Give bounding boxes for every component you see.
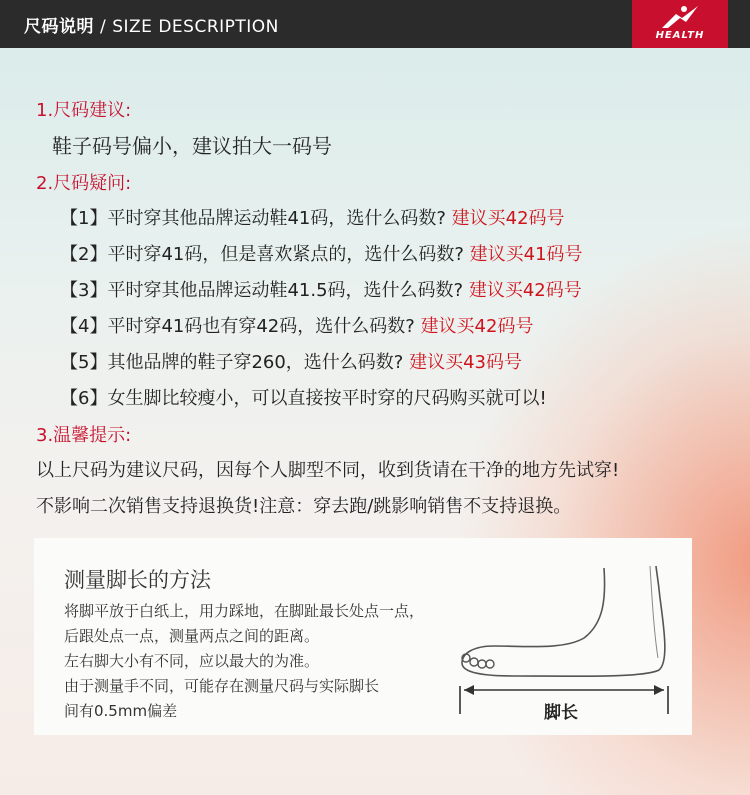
question-3 <box>60 276 582 302</box>
question-text: 【1】平时穿其他品牌运动鞋41码，选什么码数? <box>60 208 446 229</box>
brand-text: HEALTH <box>655 30 705 41</box>
question-answer: 建议买43码号 <box>409 352 523 373</box>
measure-line-4: 由于测量手不同，可能存在测量尺码与实际脚长 <box>64 677 380 695</box>
section3-title: 3.温馨提示: <box>36 425 132 446</box>
tip-line-1: 以上尺码为建议尺码，因每个人脚型不同，收到货请在干净的地方先试穿! <box>36 460 620 481</box>
question-answer: 建议买42码号 <box>420 316 534 337</box>
runner-icon <box>660 4 700 30</box>
question-2 <box>60 240 583 266</box>
title-cn: 尺码说明 <box>24 17 94 37</box>
measure-line-5: 间有0.5mm偏差 <box>64 702 178 720</box>
foot-length-label: 脚长 <box>544 703 578 723</box>
section1-text: 鞋子码号偏小，建议拍大一码号 <box>52 134 332 158</box>
header-bar <box>0 0 750 48</box>
question-answer: 建议买41码号 <box>469 244 583 265</box>
title-en: SIZE DESCRIPTION <box>112 17 279 37</box>
title-separator: / <box>100 17 107 37</box>
brand-logo <box>632 0 728 48</box>
section1-title: 1.尺码建议: <box>36 100 132 121</box>
measure-line-2: 后跟处点一点，测量两点之间的距离。 <box>64 627 320 645</box>
measure-card <box>34 538 692 735</box>
section2-title: 2.尺码疑问: <box>36 173 132 194</box>
question-answer: 建议买42码号 <box>468 280 582 301</box>
question-text: 【4】平时穿41码也有穿42码，选什么码数? <box>60 316 415 337</box>
question-5 <box>60 348 522 374</box>
header-title <box>24 12 279 37</box>
question-4 <box>60 312 533 338</box>
measure-line-1: 将脚平放于白纸上，用力踩地，在脚趾最长处点一点， <box>64 602 425 620</box>
question-text: 【3】平时穿其他品牌运动鞋41.5码，选什么码数? <box>60 280 464 301</box>
question-text: 【5】其他品牌的鞋子穿260，选什么码数? <box>60 352 404 373</box>
question-1 <box>60 204 565 230</box>
question-text: 【2】平时穿41码，但是喜欢紧点的，选什么码数? <box>60 244 464 265</box>
measure-line-3: 左右脚大小有不同，应以最大的为准。 <box>64 652 320 670</box>
foot-diagram <box>454 538 692 739</box>
question-6 <box>60 384 547 410</box>
question-answer: 建议买42码号 <box>451 208 565 229</box>
tip-line-2: 不影响二次销售支持退换货!注意：穿去跑/跳影响销售不支持退换。 <box>36 496 572 517</box>
question-text: 【6】女生脚比较瘦小，可以直接按平时穿的尺码购买就可以! <box>60 388 547 409</box>
measure-title: 测量脚长的方法 <box>64 568 211 592</box>
